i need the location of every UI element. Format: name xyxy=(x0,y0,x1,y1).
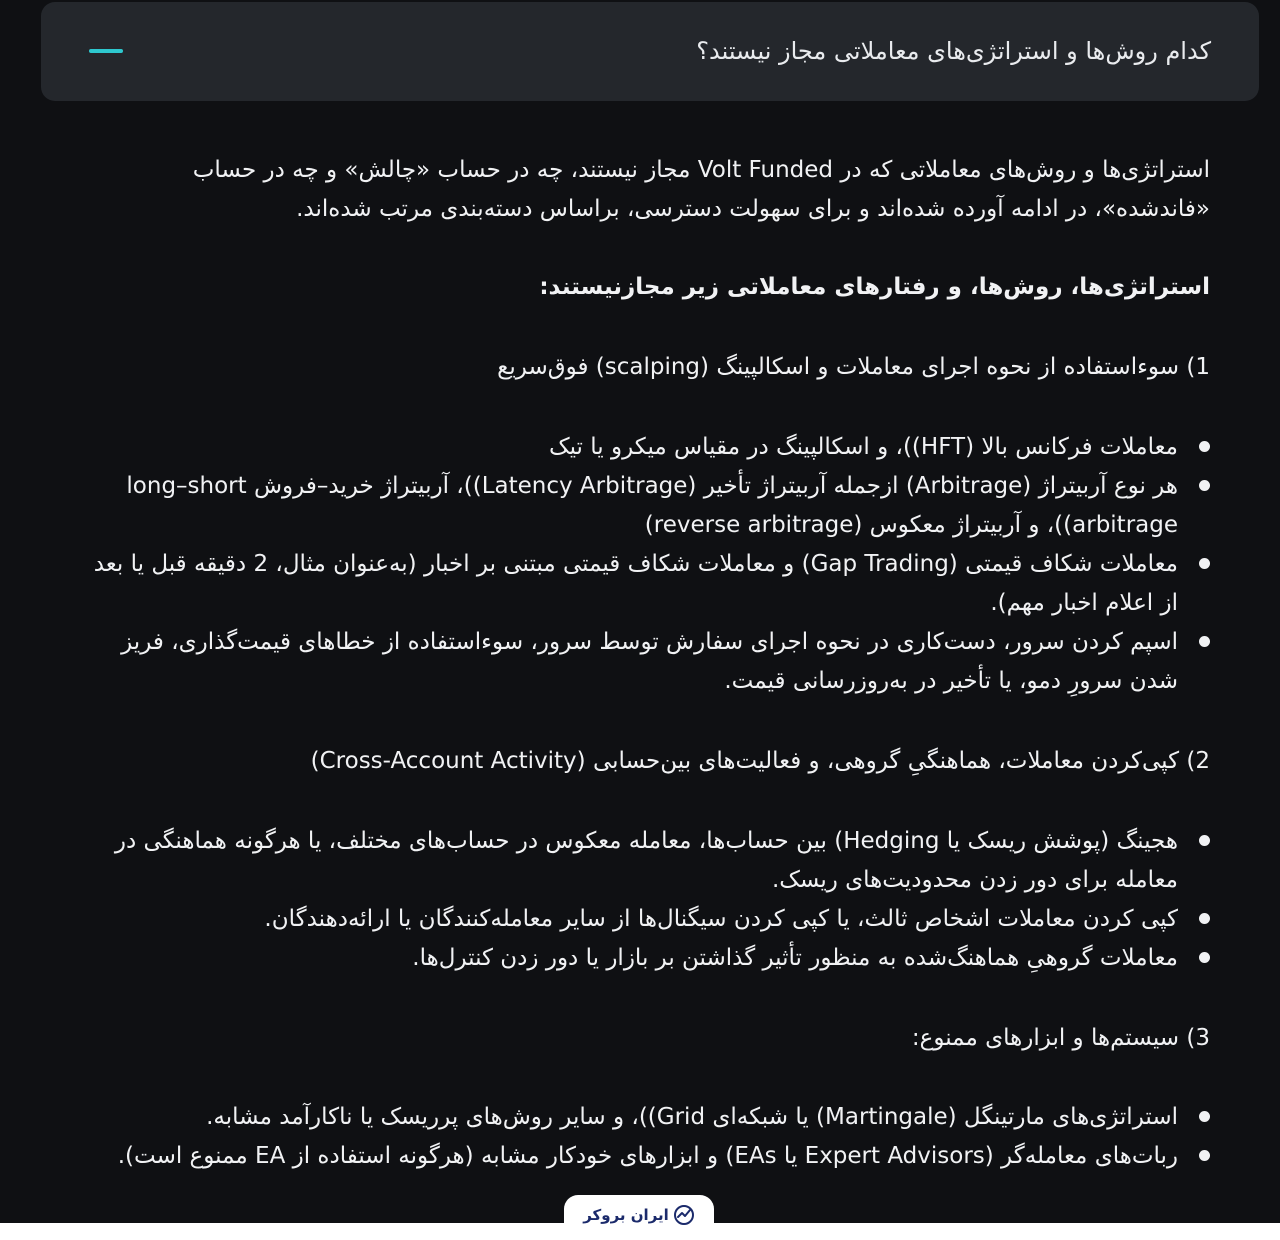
bullet-icon xyxy=(1199,636,1210,647)
bullet-icon xyxy=(1199,480,1210,491)
list-item-text: هجینگ (پوشش ریسک یا Hedging) بین حساب‌ها، معامله معکوس در حساب‌های مختلف، یا هرگونه هماهنگی در معامله برای دور زدن محدودیت‌های ریسک. xyxy=(114,828,1178,893)
bullet-icon xyxy=(1199,558,1210,569)
bullet-icon xyxy=(1199,952,1210,963)
list-item-text: هر نوع آربیتراژ (Arbitrage) ازجمله آربیتراژ تأخیر (Latency Arbitrage))، آربیتراژ خرید–فروش long–short arbitrage))، و آربیتراژ معکوس (reverse arbitrage) xyxy=(126,473,1178,538)
bullet-list xyxy=(80,1098,1178,1176)
list-item-text: ربات‌های معامله‌گر (Expert Advisors یا EAs) و ابزارهای خودکار مشابه (هرگونه استفاده از EA ممنوع است). xyxy=(117,1143,1178,1169)
bullet-icon xyxy=(1199,913,1210,924)
list-item xyxy=(80,545,1178,623)
answer-subheading: استراتژی‌ها، روش‌ها، و رفتارهای معاملاتی زیر مجازنیستند: xyxy=(539,274,1210,300)
minus-icon[interactable] xyxy=(89,49,123,53)
list-item-text: استراتژی‌های مارتینگل (Martingale) یا شبکه‌ای Grid))، و سایر روش‌های پرریسک یا ناکارآمد مشابه. xyxy=(206,1104,1178,1130)
bullet-icon xyxy=(1199,1150,1210,1161)
list-item xyxy=(80,900,1178,939)
list-item-text: معاملات شکاف قیمتی (Gap Trading) و معاملات شکاف قیمتی مبتنی بر اخبار (به‌عنوان مثال، 2 دقیقه قبل یا بعد از اعلام اخبار مهم). xyxy=(93,551,1178,616)
watermark-logo xyxy=(564,1195,714,1235)
list-item xyxy=(80,623,1178,701)
list-item-text: معاملات فرکانس بالا (HFT))، و اسکالپینگ در مقیاس میکرو یا تیک xyxy=(549,434,1178,460)
bullet-icon xyxy=(1199,1111,1210,1122)
list-item-text: معاملات گروهیِ هماهنگ‌شده به منظور تأثیر گذاشتن بر بازار یا دور زدن کنترل‌ها. xyxy=(412,945,1178,971)
bullet-icon xyxy=(1199,835,1210,846)
list-item xyxy=(80,939,1178,978)
section-title: 2) کپی‌کردن معاملات، هماهنگیِ گروهی، و فعالیت‌های بین‌حسابی (Cross-Account Activity) xyxy=(310,748,1210,774)
bullet-list xyxy=(80,428,1178,701)
faq-question: کدام روش‌ها و استراتژی‌های معاملاتی مجاز نیستند؟ xyxy=(696,37,1211,65)
bullet-icon xyxy=(1199,441,1210,452)
list-item-text: کپی کردن معاملات اشخاص ثالث، یا کپی کردن سیگنال‌ها از سایر معامله‌کنندگان یا ارائه‌دهندگان. xyxy=(264,906,1178,932)
list-item xyxy=(80,467,1178,545)
answer-intro: استراتژی‌ها و روش‌های معاملاتی که در Volt Funded مجاز نیستند، چه در حساب «چالش» و چه در حساب «فاندشده»، در ادامه آورده شده‌اند و برای سهولت دسترسی، براساس دسته‌بندی مرتب شده‌اند. xyxy=(192,157,1210,222)
chart-check-icon xyxy=(673,1204,695,1226)
section-title: 3) سیستم‌ها و ابزارهای ممنوع: xyxy=(911,1025,1210,1051)
watermark-text: ایران بروکر xyxy=(583,1206,669,1224)
list-item xyxy=(80,1137,1178,1176)
list-item xyxy=(80,822,1178,900)
list-item xyxy=(80,428,1178,467)
list-item xyxy=(80,1098,1178,1137)
faq-accordion-header[interactable] xyxy=(41,2,1259,101)
bullet-list xyxy=(80,822,1178,978)
list-item-text: اسپم کردن سرور، دست‌کاری در نحوه اجرای سفارش توسط سرور، سوءاستفاده از خطاهای قیمت‌گذاری، فریز شدن سرورِ دمو، یا تأخیر در به‌روزرسانی قیمت. xyxy=(121,629,1178,694)
section-title: 1) سوءاستفاده از نحوه اجرای معاملات و اسکالپینگ (scalping) فوق‌سریع xyxy=(497,354,1210,380)
